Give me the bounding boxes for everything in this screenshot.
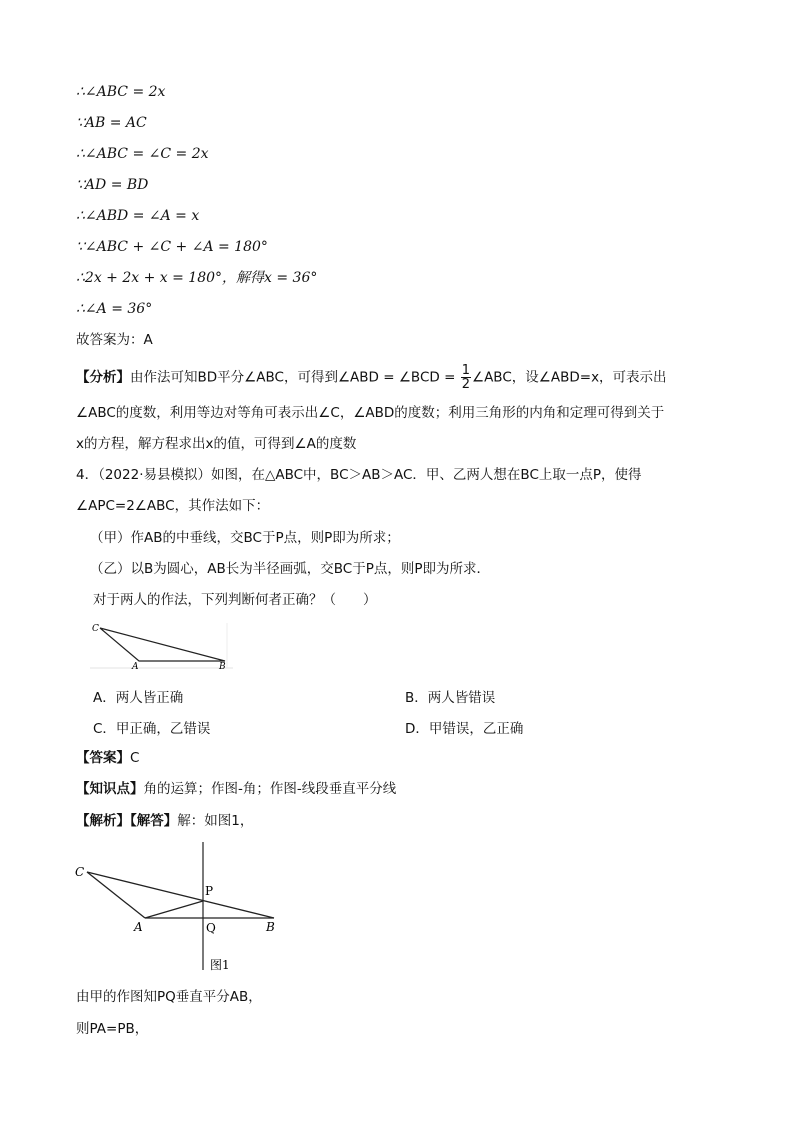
analysis-text-2: ∠ABC，设∠ABD=x，可表示出: [471, 369, 667, 386]
after-line-1: 由甲的作图知PQ垂直平分AB，: [76, 989, 262, 1005]
question4-line-1: 4．（2022·易县模拟）如图，在△ABC中，BC＞AB＞AC．甲、乙两人想在BC上取一点P，使得: [76, 467, 642, 483]
question4-method-b: （乙）以B为圆心，AB长为半径画弧，交BC于P点，则P即为所求．: [90, 561, 490, 577]
fig1-label-q: Q: [206, 921, 216, 935]
answer-line: 故答案为：A: [76, 332, 153, 348]
solution-row: [76, 811, 253, 831]
knowledge-row: [76, 779, 396, 799]
fig1-label-p: P: [205, 884, 214, 898]
option-d[interactable]: D．甲错误，乙正确: [405, 721, 524, 737]
fraction-half: [461, 364, 471, 391]
solution-value: 解：如图1，: [177, 813, 254, 829]
analysis-line-3: x的方程，解方程求出x的值，可得到∠A的度数: [76, 436, 357, 452]
figure-label-c: C: [92, 624, 99, 634]
analysis-tag: 【分析】: [76, 369, 130, 386]
knowledge-tag: 【知识点】: [76, 781, 144, 797]
fraction-denominator: 2: [461, 377, 470, 392]
fig1-label-a: A: [134, 920, 143, 934]
solution-tag: 【解析】【解答】: [76, 813, 178, 829]
after-line-2: 则PA=PB，: [76, 1021, 149, 1037]
answer-value: C: [130, 750, 140, 766]
option-b[interactable]: B．两人皆错误: [405, 690, 496, 706]
question4-method-a: （甲）作AB的中垂线，交BC于P点，则P即为所求；: [90, 530, 400, 546]
fig1-label-c: C: [75, 865, 85, 879]
derivation-line-7: ∴2x + 2x + x = 180°，解得x = 36°: [76, 270, 318, 286]
fig1-caption: 图1: [210, 958, 230, 972]
question4-line-2: ∠APC=2∠ABC，其作法如下：: [76, 498, 270, 514]
analysis-line-2: ∠ABC的度数，利用等边对等角可表示出∠C，∠ABD的度数；利用三角形的内角和定理可得到关于: [76, 405, 665, 421]
question4-figure: [88, 618, 238, 673]
answer-tag: 【答案】: [76, 750, 130, 766]
question4-prompt: 对于两人的作法，下列判断何者正确？（ ）: [93, 592, 377, 608]
derivation-line-6: ∵∠ABC + ∠C + ∠A = 180°: [76, 239, 268, 255]
fig1-label-b: B: [266, 920, 275, 934]
answer-row: [76, 748, 139, 768]
derivation-line-8: ∴∠A = 36°: [76, 301, 153, 317]
derivation-line-3: ∴∠ABC = ∠C = 2x: [76, 146, 209, 162]
figure-label-b: B: [219, 662, 226, 672]
analysis-text-1: 由作法可知BD平分∠ABC，可得到∠ABD = ∠BCD =: [130, 369, 460, 386]
option-c[interactable]: C．甲正确，乙错误: [93, 721, 211, 737]
derivation-line-5: ∴∠ABD = ∠A = x: [76, 208, 200, 224]
analysis-line-1: [76, 364, 667, 391]
option-a[interactable]: A．两人皆正确: [93, 690, 184, 706]
figure-label-a: A: [132, 662, 139, 672]
derivation-line-2: ∵AB = AC: [76, 115, 147, 131]
knowledge-value: 角的运算；作图-角；作图-线段垂直平分线: [143, 781, 397, 797]
derivation-line-1: ∴∠ABC = 2x: [76, 84, 166, 100]
fraction-numerator: 1: [461, 363, 470, 378]
figure-1: [70, 838, 285, 978]
derivation-line-4: ∵AD = BD: [76, 177, 149, 193]
